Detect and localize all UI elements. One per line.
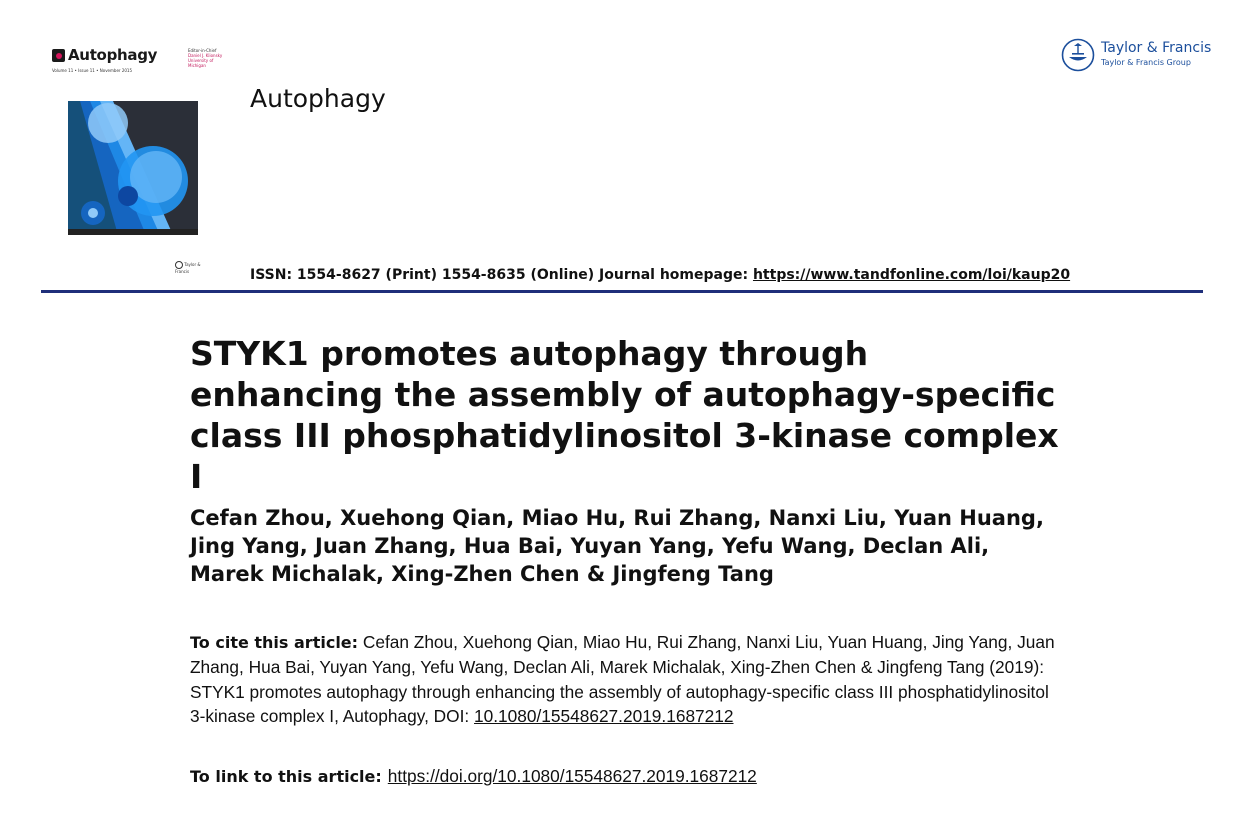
issn-line (250, 267, 1070, 283)
journal-title[interactable]: Autophagy (250, 84, 386, 113)
taylor-francis-logo-icon[interactable] (1061, 38, 1095, 72)
citation-block (190, 630, 1060, 728)
article-link-block (190, 766, 757, 787)
header-divider (41, 290, 1203, 293)
issn-text: ISSN: 1554-8627 (Print) 1554-8635 (Online) Journal homepage: (250, 267, 753, 283)
cover-editor-line: Daniel J. Klionsky (188, 53, 223, 58)
cover-editor-line: Editor-in-Chief (188, 48, 217, 53)
cover-publisher-mini (175, 261, 215, 274)
article-link-label: To link to this article: (190, 767, 382, 786)
article-authors: Cefan Zhou, Xuehong Qian, Miao Hu, Rui Zhang, Nanxi Liu, Yuan Huang, Jing Yang, Juan Zhang, Hua Bai, Yuyan Yang, Yefu Wang, Declan Ali, Marek Michalak, Xing-Zhen Chen & Jingfeng Tang (190, 506, 1044, 586)
cover-editor-line: University of Michigan (188, 58, 214, 68)
journal-homepage-link[interactable]: https://www.tandfonline.com/loi/kaup20 (752, 267, 1071, 283)
citation-doi-link[interactable]: 10.1080/15548627.2019.1687212 (474, 705, 734, 726)
citation-text: Cefan Zhou, Xuehong Qian, Miao Hu, Rui Zhang, Nanxi Liu, Yuan Huang, Jing Yang, Juan Zhang, Hua Bai, Yuyan Yang, Yefu Wang, Declan Ali, Marek Michalak, Xing-Zhen Chen & Jingfeng Tang (2019): STYK1 promotes autophagy through enhancing the assembly of autophagy-specific class III phosphatidylinositol 3-kinase complex I, Autophagy, DOI: (190, 632, 1055, 726)
cover-publisher-mini-text: Taylor & Francis (175, 262, 201, 274)
publisher-group: Taylor & Francis Group (1101, 58, 1191, 67)
journal-cover-image[interactable] (68, 101, 198, 235)
article-doi-url-link[interactable]: https://doi.org/10.1080/15548627.2019.1687212 (387, 766, 757, 786)
citation-label: To cite this article: (190, 633, 359, 652)
tf-mini-icon (175, 261, 183, 269)
article-title: STYK1 promotes autophagy through enhancing the assembly of autophagy-specific class III phosphatidylinositol 3-kinase complex I (190, 334, 1059, 496)
cover-logo-mark-icon (52, 49, 65, 62)
publisher-brand[interactable]: Taylor & Francis (1101, 40, 1212, 56)
cover-volume-line: Volume 11 • Issue 11 • November 2015 (52, 68, 133, 73)
cover-editor-info (188, 48, 228, 68)
cover-logo-text: Autophagy (68, 46, 158, 64)
